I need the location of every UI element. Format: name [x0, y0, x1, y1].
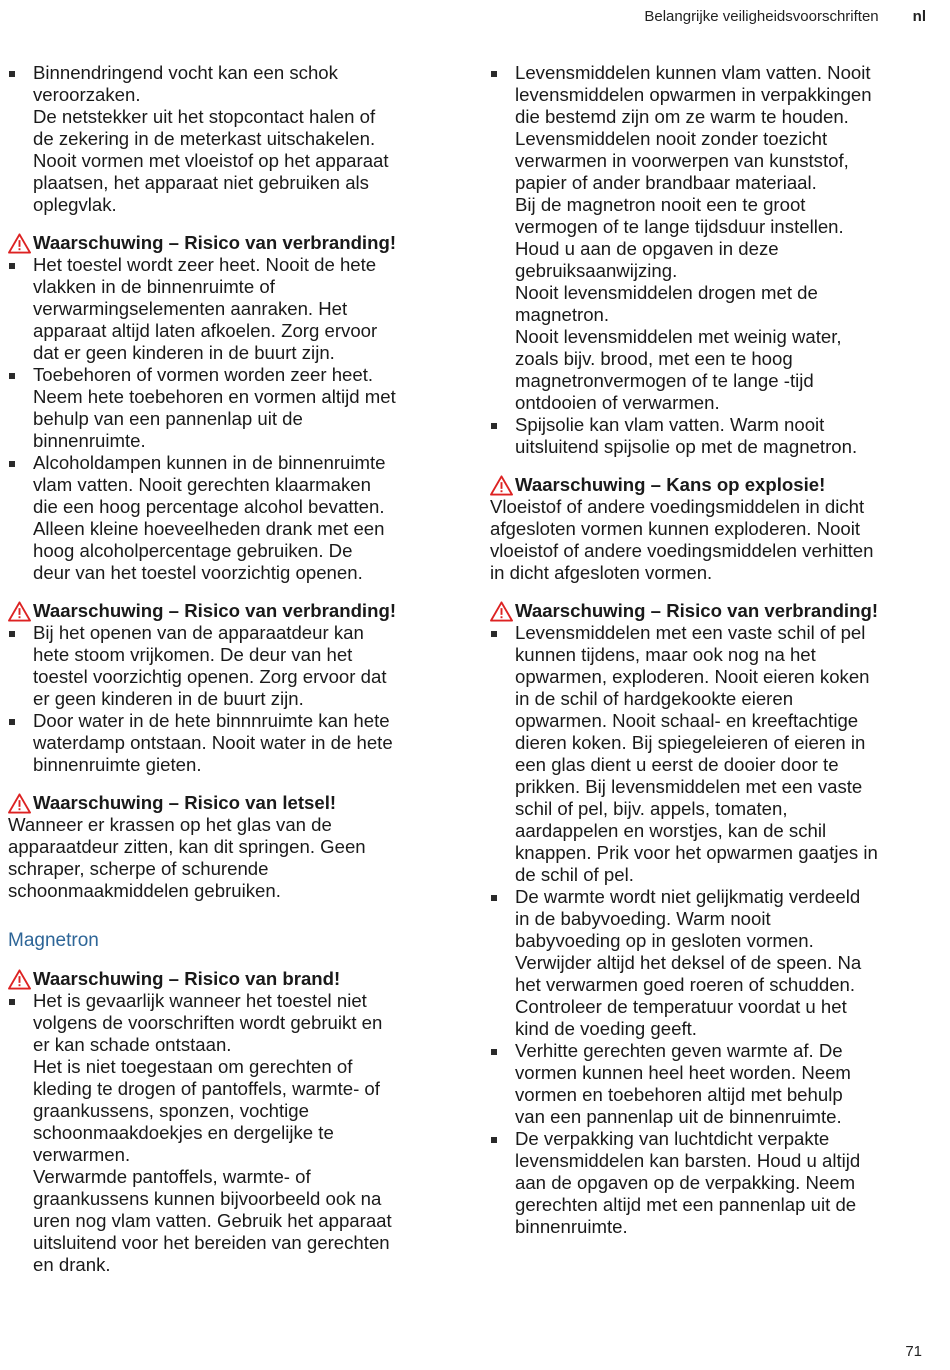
item-text: De verpakking van luchtdicht verpakte levensmiddelen kan barsten. Houd u altijd aan de opgaven op de verpakking. Neem gerechten altijd met een pannenlap uit de binnenruimte.: [515, 1128, 861, 1237]
list-item: [8, 254, 440, 364]
list-item: [490, 62, 930, 414]
page-header: [644, 8, 926, 25]
warning-triangle-icon: [8, 233, 31, 254]
list-item: [490, 1040, 930, 1128]
language-code: nl: [912, 8, 926, 25]
square-bullet-icon: [9, 719, 15, 725]
warning-heading: [8, 968, 440, 990]
item-text: Het is gevaarlijk wanneer het toestel niet volgens de voorschriften wordt gebruikt en er kan schade ontstaan. Het is niet toegestaan om gerechten of kleding te drogen of pantoffels, warmte- of graankussens, sponzen, vochtige schoonmaakdoekjes en dergelijke te verwarmen. Verwarmde pantoffels, warmte- of graankussens kunnen bijvoorbeeld ook na uren nog vlam vatten. Gebruik het apparaat uitsluitend voor het bereiden van gerechten en drank.: [33, 990, 392, 1275]
item-text: De warmte wordt niet gelijkmatig verdeeld in de babyvoeding. Warm nooit babyvoeding op in gesloten vormen. Verwijder altijd het deksel of de speen. Na het verwarmen goed roeren of schudden. Controleer de temperatuur voordat u het kind de voeding geeft.: [515, 886, 862, 1039]
page-number: 71: [905, 1343, 922, 1360]
square-bullet-icon: [9, 71, 15, 77]
item-text: Bij het openen van de apparaatdeur kan hete stoom vrijkomen. De deur van het toestel voorzichtig openen. Zorg ervoor dat er geen kinderen in de buurt zijn.: [33, 622, 387, 709]
list-item: [490, 622, 930, 886]
warning-title: Waarschuwing – Risico van verbranding!: [515, 600, 879, 621]
warning-title: Waarschuwing – Risico van verbranding!: [33, 232, 397, 253]
item-text: Het toestel wordt zeer heet. Nooit de hete vlakken in de binnenruimte of verwarmingselementen aanraken. Het apparaat altijd laten afkoelen. Zorg ervoor dat er geen kinderen in de buurt zijn.: [33, 254, 378, 363]
square-bullet-icon: [491, 1049, 497, 1055]
list-item: [490, 886, 930, 1040]
warning-triangle-icon: [8, 969, 31, 990]
section-title: Magnetron: [8, 930, 99, 951]
item-text: Alcoholdampen kunnen in de binnenruimte vlam vatten. Nooit gerechten klaarmaken die een hoog percentage alcohol bevatten. Alleen kleine hoeveelheden drank met een hoog alcoholpercentage gebruiken. De deur van het toestel voorzichtig openen.: [33, 452, 386, 583]
list-item: [8, 364, 440, 452]
item-text: Levensmiddelen kunnen vlam vatten. Nooit levensmiddelen opwarmen in verpakkingen die bestemd zijn om ze warm te houden. Levensmiddelen nooit zonder toezicht verwarmen in voorwerpen van kunststof, papier of ander brandbaar materiaal. Bij de magnetron nooit een te groot vermogen of te lange tijdsduur instellen. Houd u aan de opgaven in deze gebruiksaanwijzing. Nooit levensmiddelen drogen met de magnetron. Nooit levensmiddelen met weinig water, zoals bijv. brood, met een te hoog magnetronvermogen of te lange -tijd ontdooien of verwarmen.: [515, 62, 872, 413]
warning-text: Wanneer er krassen op het glas van de apparaatdeur zitten, kan dit springen. Geen schraper, scherpe of schurende schoonmaakmiddelen gebruiken.: [8, 814, 366, 901]
square-bullet-icon: [491, 1137, 497, 1143]
square-bullet-icon: [9, 631, 15, 637]
warning-text: Vloeistof of andere voedingsmiddelen in dicht afgesloten vormen kunnen exploderen. Nooit vloeistof of andere voedingsmiddelen verhitten in dicht afgesloten vormen.: [490, 496, 874, 583]
item-text: Binnendringend vocht kan een schok veroorzaken. De netstekker uit het stopcontact halen of de zekering in de meterkast uitschakelen. Nooit vormen met vloeistof op het apparaat plaatsen, het apparaat niet gebruiken als oplegvlak.: [33, 62, 389, 215]
item-text: Toebehoren of vormen worden zeer heet. Neem hete toebehoren en vormen altijd met behulp van een pannenlap uit de binnenruimte.: [33, 364, 396, 451]
list-item: [490, 414, 930, 458]
item-text: Spijsolie kan vlam vatten. Warm nooit uitsluitend spijsolie op met de magnetron.: [515, 414, 858, 457]
warning-heading: [490, 474, 930, 496]
warning-title: Waarschuwing – Kans op explosie!: [515, 474, 826, 495]
list-item: [8, 990, 440, 1276]
warning-title: Waarschuwing – Risico van letsel!: [33, 792, 337, 813]
list-item: [8, 62, 440, 216]
square-bullet-icon: [9, 263, 15, 269]
square-bullet-icon: [491, 423, 497, 429]
warning-triangle-icon: [490, 475, 513, 496]
warning-triangle-icon: [8, 793, 31, 814]
square-bullet-icon: [9, 461, 15, 467]
left-column: [8, 62, 440, 1276]
square-bullet-icon: [9, 373, 15, 379]
item-text: Verhitte gerechten geven warmte af. De vormen kunnen heel heet worden. Neem vormen en toebehoren altijd met behulp van een pannenlap uit de binnenruimte.: [515, 1040, 851, 1127]
square-bullet-icon: [491, 895, 497, 901]
warning-title: Waarschuwing – Risico van brand!: [33, 968, 341, 989]
header-title: Belangrijke veiligheidsvoorschriften: [644, 8, 879, 25]
list-item: [8, 710, 440, 776]
square-bullet-icon: [491, 631, 497, 637]
item-text: Levensmiddelen met een vaste schil of pel kunnen tijdens, maar ook nog na het opwarmen, exploderen. Nooit eieren koken in de schil of hardgekookte eieren opwarmen. Nooit schaal- en kreeftachtige dieren koken. Bij spiegeleieren of eieren in een glas dient u eerst de dooier door te prikken. Bij levensmiddelen met een vaste schil of pel, bijv. appels, tomaten, aardappelen en worstjes, kan de schil knappen. Prik voor het opwarmen gaatjes in de schil of pel.: [515, 622, 878, 885]
list-item: [8, 622, 440, 710]
warning-title: Waarschuwing – Risico van verbranding!: [33, 600, 397, 621]
list-item: [490, 1128, 930, 1238]
item-text: Door water in de hete binnnruimte kan hete waterdamp ontstaan. Nooit water in de hete binnenruimte gieten.: [33, 710, 393, 775]
warning-triangle-icon: [490, 601, 513, 622]
square-bullet-icon: [491, 71, 497, 77]
warning-triangle-icon: [8, 601, 31, 622]
list-item: [8, 452, 440, 584]
warning-heading: [8, 792, 440, 814]
warning-heading: [8, 600, 440, 622]
square-bullet-icon: [9, 999, 15, 1005]
warning-heading: [490, 600, 930, 622]
right-column: [490, 62, 930, 1238]
warning-heading: [8, 232, 440, 254]
